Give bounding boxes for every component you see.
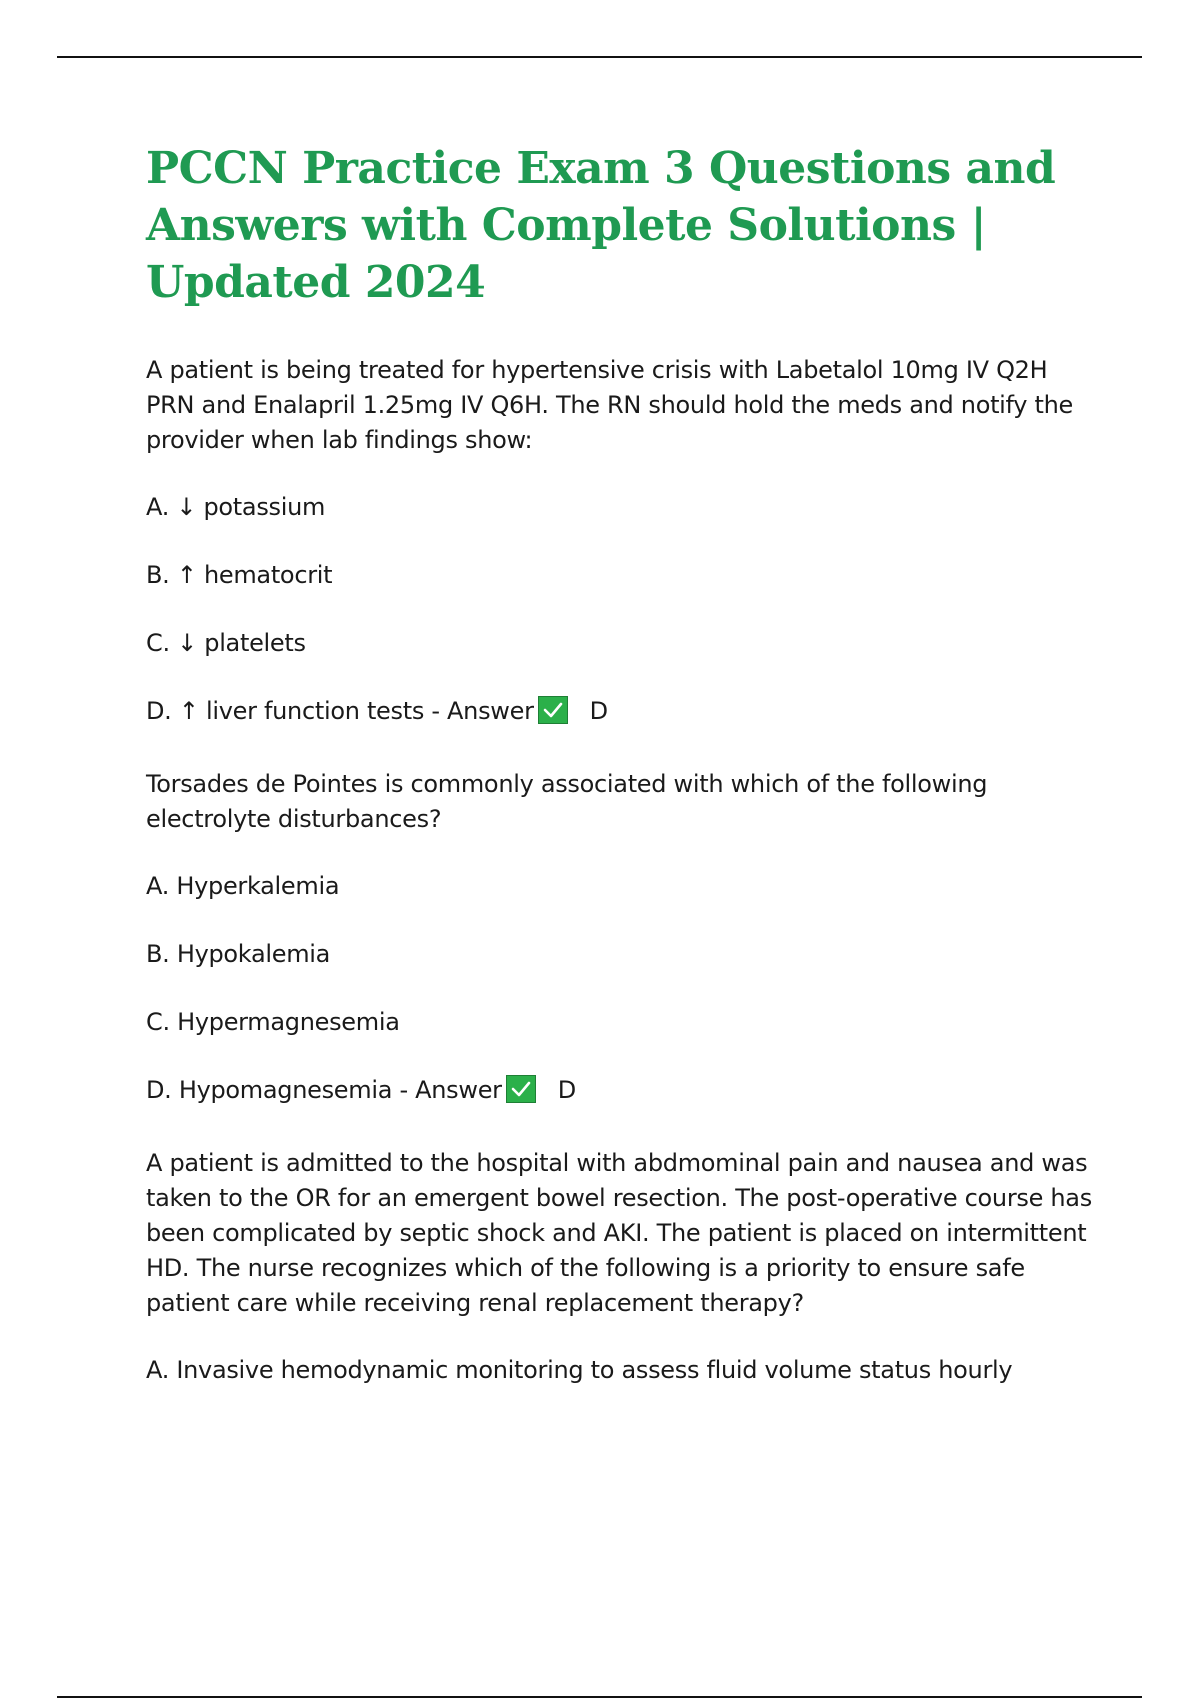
document-body — [146, 140, 1096, 1388]
document-title: PCCN Practice Exam 3 Questions and Answers with Complete Solutions | Updated 2024 — [146, 143, 1056, 308]
check-mark-icon — [538, 696, 568, 724]
header-rule — [57, 56, 1142, 58]
question-text: Torsades de Pointes is commonly associated with which of the following electrolyte disturbances? — [146, 770, 988, 833]
answer-option: C. ↓ platelets — [146, 629, 306, 657]
question-text: A patient is being treated for hypertensive crisis with Labetalol 10mg IV Q2H PRN and Enalapril 1.25mg IV Q6H. The RN should hold the meds and notify the provider when lab findings show: — [146, 356, 1074, 454]
answer-option: B. Hypokalemia — [146, 940, 331, 968]
answer-option: A. Invasive hemodynamic monitoring to assess fluid volume status hourly — [146, 1356, 1013, 1384]
footer-rule — [57, 1696, 1142, 1698]
answer-option: C. Hypermagnesemia — [146, 1008, 400, 1036]
answer-option-label: D. Hypomagnesemia - Answer — [146, 1076, 502, 1104]
answer-option-correct — [146, 694, 1096, 729]
answer-option: A. Hyperkalemia — [146, 872, 340, 900]
answer-letter: D — [557, 1076, 576, 1104]
answer-option: B. ↑ hematocrit — [146, 561, 333, 589]
answer-option-correct — [146, 1073, 1096, 1108]
answer-option-label: D. ↑ liver function tests - Answer — [146, 697, 534, 725]
answer-letter: D — [589, 697, 608, 725]
answer-option: A. ↓ potassium — [146, 493, 326, 521]
question-text: A patient is admitted to the hospital with abdmominal pain and nausea and was taken to the OR for an emergent bowel resection. The post-operative course has been complicated by septic shock and AKI. The patient is placed on intermittent HD. The nurse recognizes which of the following is a priority to ensure safe patient care while receiving renal replacement therapy? — [146, 1149, 1092, 1317]
check-mark-icon — [506, 1075, 536, 1103]
